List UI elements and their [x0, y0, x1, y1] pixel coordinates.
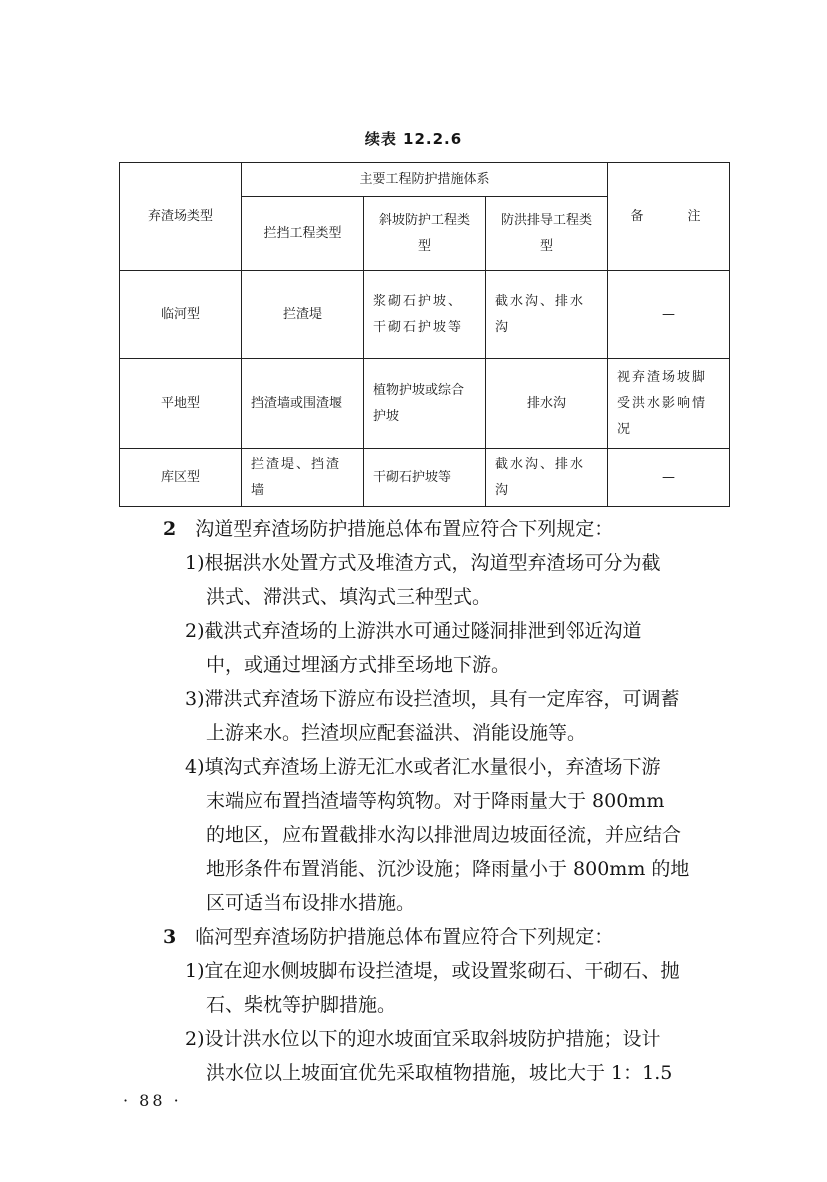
- paragraph-line: 中，或通过埋涵方式排至场地下游。: [206, 654, 511, 676]
- section-3-heading: [163, 922, 613, 953]
- paragraph-line: 4)填沟式弃渣场上游无汇水或者汇水量很小，弃渣场下游: [185, 756, 661, 778]
- header-measure-system: 主要工程防护措施体系: [242, 163, 608, 197]
- paragraph-line: 2)设计洪水位以下的迎水坡面宜采取斜坡防护措施；设计: [185, 1028, 661, 1050]
- cell-slope: 干砌石护坡等: [364, 449, 486, 507]
- protection-measures-table: [119, 162, 730, 507]
- page-number: · 88 ·: [123, 1091, 182, 1110]
- section-title: 临河型弃渣场防护措施总体布置应符合下列规定：: [195, 926, 614, 948]
- cell-remark: —: [608, 449, 730, 507]
- cell-retaining: 拦渣堤、挡渣墙: [242, 449, 364, 507]
- cell-slope: 浆砌石护坡、干砌石护坡等: [364, 271, 486, 359]
- cell-remark: 视弃渣场坡脚受洪水影响情况: [608, 359, 730, 449]
- cell-flood: 截水沟、排水沟: [486, 271, 608, 359]
- cell-flood: 截水沟、排水沟: [486, 449, 608, 507]
- cell-type: 临河型: [120, 271, 242, 359]
- paragraph-line: 区可适当布设排水措施。: [206, 892, 416, 914]
- cell-slope: 植物护坡或综合护坡: [364, 359, 486, 449]
- table-row: [120, 449, 730, 507]
- paragraph-line: 石、柴枕等护脚措施。: [206, 994, 397, 1016]
- section-number: 2: [163, 518, 177, 540]
- cell-type: 库区型: [120, 449, 242, 507]
- paragraph-line: 地形条件布置消能、沉沙设施；降雨量小于 800mm 的地: [206, 858, 690, 880]
- table-row: [120, 271, 730, 359]
- table-row: [120, 359, 730, 449]
- paragraph-line: 洪水位以上坡面宜优先采取植物措施，坡比大于 1：1.5: [206, 1062, 673, 1084]
- cell-remark: —: [608, 271, 730, 359]
- header-flood: 防洪排导工程类型: [486, 197, 608, 271]
- paragraph-line: 的地区，应布置截排水沟以排泄周边坡面径流，并应结合: [206, 824, 682, 846]
- header-slag-type: 弃渣场类型: [120, 163, 242, 271]
- header-retaining: 拦挡工程类型: [242, 197, 364, 271]
- section-title: 沟道型弃渣场防护措施总体布置应符合下列规定：: [195, 518, 614, 540]
- cell-flood: 排水沟: [486, 359, 608, 449]
- header-slope: 斜坡防护工程类型: [364, 197, 486, 271]
- section-number: 3: [163, 926, 177, 948]
- paragraph-line: 末端应布置挡渣墙等构筑物。对于降雨量大于 800mm: [206, 790, 665, 812]
- cell-type: 平地型: [120, 359, 242, 449]
- header-remark: 备 注: [608, 163, 730, 271]
- cell-retaining: 拦渣堤: [242, 271, 364, 359]
- paragraph-line: 上游来水。拦渣坝应配套溢洪、消能设施等。: [206, 722, 587, 744]
- paragraph-line: 洪式、滞洪式、填沟式三种型式。: [206, 586, 492, 608]
- paragraph-line: 1)根据洪水处置方式及堆渣方式，沟道型弃渣场可分为截: [185, 552, 661, 574]
- table-caption: 续表 12.2.6: [364, 130, 463, 148]
- table-header-row: [120, 163, 730, 197]
- paragraph-line: 2)截洪式弃渣场的上游洪水可通过隧洞排泄到邻近沟道: [185, 620, 642, 642]
- cell-retaining: 挡渣墙或围渣堰: [242, 359, 364, 449]
- section-2-heading: [163, 514, 613, 545]
- paragraph-line: 3)滞洪式弃渣场下游应布设拦渣坝，具有一定库容，可调蓄: [185, 688, 680, 710]
- paragraph-line: 1)宜在迎水侧坡脚布设拦渣堤，或设置浆砌石、干砌石、抛: [185, 960, 680, 982]
